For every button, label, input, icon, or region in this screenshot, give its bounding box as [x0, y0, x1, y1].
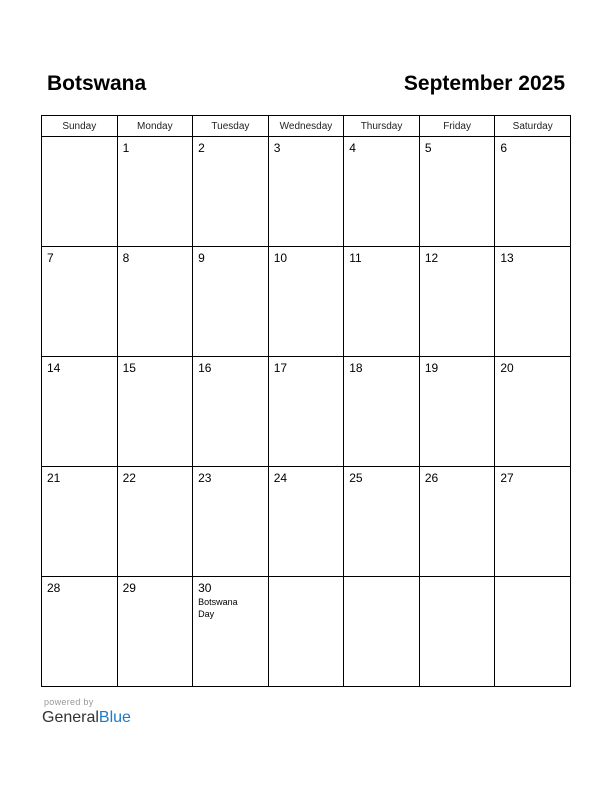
day-cell — [193, 247, 269, 357]
brand-name-part1: General — [42, 709, 99, 726]
day-cell — [268, 577, 344, 687]
day-cell — [268, 467, 344, 577]
day-cell — [193, 137, 269, 247]
day-cell — [419, 467, 495, 577]
day-cell — [344, 467, 420, 577]
day-number: 8 — [122, 251, 130, 265]
day-cell — [344, 247, 420, 357]
day-number: 28 — [47, 581, 61, 595]
weekday-header-tuesday: Tuesday — [193, 116, 269, 137]
weekday-header-thursday: Thursday — [344, 116, 420, 137]
day-number: 3 — [273, 141, 281, 155]
day-cell — [419, 357, 495, 467]
day-cell — [344, 577, 420, 687]
day-cell — [495, 577, 571, 687]
weekday-header-friday: Friday — [419, 116, 495, 137]
week-row — [42, 467, 571, 577]
day-number: 2 — [198, 141, 205, 155]
day-cell — [495, 137, 571, 247]
weekday-header-wednesday: Wednesday — [268, 116, 344, 137]
day-number: 24 — [273, 471, 288, 485]
day-number: 27 — [500, 471, 514, 485]
day-cell — [42, 357, 118, 467]
day-cell — [42, 247, 118, 357]
day-number: 23 — [198, 471, 212, 485]
day-cell — [268, 137, 344, 247]
day-number — [269, 577, 344, 595]
day-cell — [193, 467, 269, 577]
calendar-grid — [41, 115, 571, 687]
day-number: 25 — [349, 471, 363, 485]
day-cell — [344, 357, 420, 467]
month-year-title: September 2025 — [403, 72, 565, 95]
day-cell — [495, 247, 571, 357]
day-number: 21 — [47, 471, 61, 485]
day-number — [495, 577, 570, 595]
day-number: 14 — [47, 361, 61, 375]
day-cell — [117, 247, 193, 357]
week-row — [42, 357, 571, 467]
day-cell — [117, 357, 193, 467]
day-cell — [42, 137, 118, 247]
powered-by-text: powered by — [44, 697, 94, 707]
brand-logo[interactable] — [42, 708, 131, 728]
week-row — [42, 137, 571, 247]
holiday-label: Botswana Day — [198, 597, 238, 619]
day-cell — [495, 467, 571, 577]
day-number: 4 — [349, 141, 356, 155]
brand-name-part2: Blue — [98, 709, 131, 726]
day-number: 26 — [424, 471, 439, 485]
day-cell — [117, 577, 193, 687]
day-number: 5 — [424, 141, 432, 155]
weekday-header-row — [42, 116, 571, 137]
weekday-header-monday: Monday — [117, 116, 193, 137]
day-number: 17 — [273, 361, 288, 375]
day-cell — [344, 137, 420, 247]
day-number: 12 — [424, 251, 439, 265]
week-row — [42, 577, 571, 687]
day-cell — [419, 577, 495, 687]
day-cell — [193, 577, 269, 687]
day-cell — [117, 467, 193, 577]
day-number: 7 — [47, 251, 54, 265]
day-number: 16 — [198, 361, 212, 375]
day-cell — [419, 137, 495, 247]
day-number: 19 — [424, 361, 439, 375]
weekday-header-sunday: Sunday — [42, 116, 118, 137]
day-number: 29 — [122, 581, 136, 595]
day-number — [344, 577, 419, 595]
day-cell — [117, 137, 193, 247]
day-number: 11 — [349, 251, 362, 265]
weekday-header-saturday: Saturday — [495, 116, 571, 137]
day-number: 20 — [500, 361, 514, 375]
day-cell — [268, 357, 344, 467]
week-row — [42, 247, 571, 357]
day-number: 18 — [349, 361, 363, 375]
day-cell — [42, 467, 118, 577]
day-cell — [268, 247, 344, 357]
day-number: 13 — [500, 251, 514, 265]
day-cell — [193, 357, 269, 467]
day-number: 15 — [122, 361, 136, 375]
day-cell — [42, 577, 118, 687]
day-number: 30 — [198, 581, 212, 595]
day-number: 6 — [500, 141, 508, 155]
day-number: 9 — [198, 251, 205, 265]
country-title: Botswana — [47, 72, 147, 95]
day-number: 22 — [122, 471, 136, 485]
day-number: 10 — [273, 251, 288, 265]
day-number: 1 — [122, 141, 130, 155]
day-cell — [419, 247, 495, 357]
day-cell — [495, 357, 571, 467]
day-number — [420, 577, 495, 595]
day-number — [42, 137, 117, 155]
